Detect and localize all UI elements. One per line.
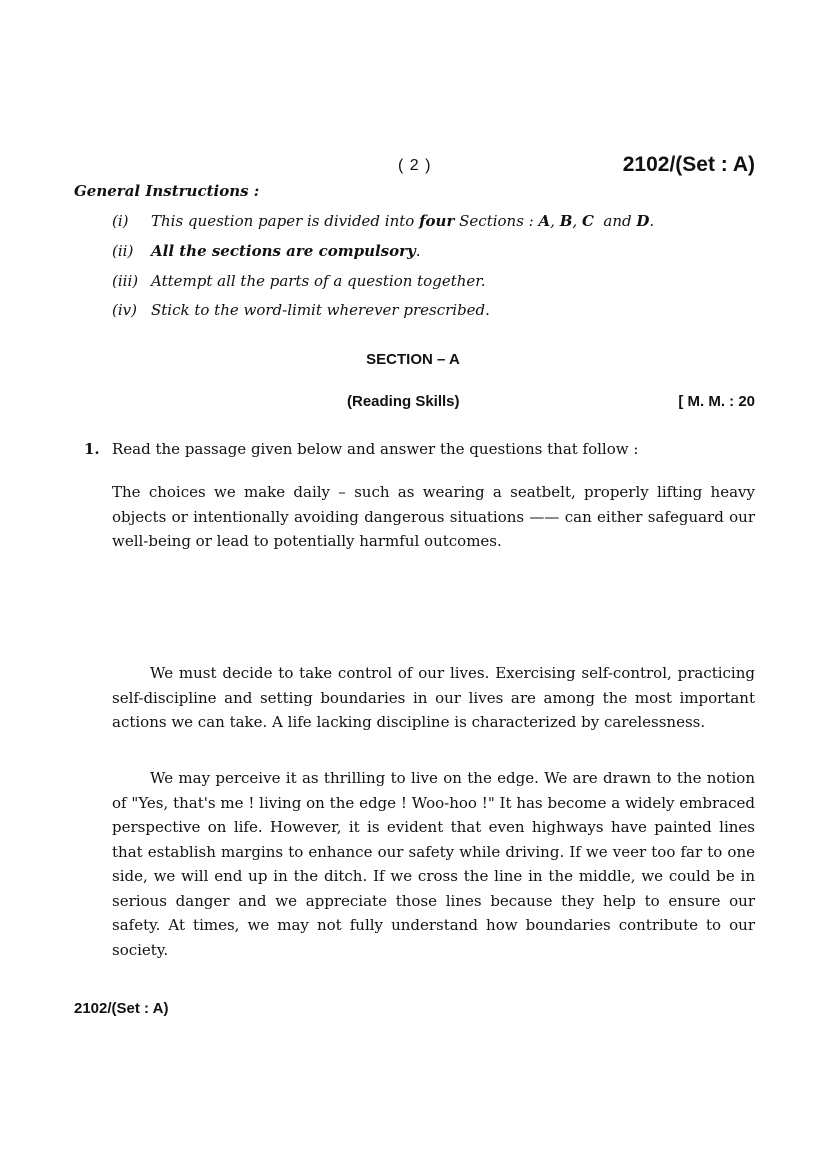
instruction-text: Stick to the word-limit wherever prescribed.	[151, 301, 490, 319]
instruction-bold: A	[538, 212, 551, 230]
instruction-text: Attempt all the parts of a question together.	[151, 272, 486, 290]
instruction-text: and	[593, 212, 637, 230]
instruction-bold: C	[581, 212, 594, 230]
question-number: 1.	[84, 440, 100, 458]
instruction-bold: B	[559, 212, 573, 230]
instruction-bold: All the sections are compulsory	[151, 242, 416, 260]
instruction-number: (iii)	[112, 272, 139, 290]
instruction-number: (i)	[112, 212, 129, 230]
instruction-text: Sections :	[454, 212, 539, 230]
instruction-text: .	[415, 242, 421, 260]
instruction-number: (iv)	[112, 301, 137, 319]
instruction-bold: D	[636, 212, 650, 230]
passage-paragraph: We may perceive it as thrilling to live on the edge. We are drawn to the notion of "Yes, that's me ! living on the edge ! Woo-hoo !" It has become a widely embraced perspective on life. However, it is evident that even highways have painted lines that establish margins to enhance our safety while driving. If we veer too far to one side, we will end up in the ditch. If we cross the line in the middle, we could be in serious danger and we appreciate those lines because they help to ensure our safety. At times, we may not fully understand how boundaries contribute to our society.	[112, 769, 755, 959]
instruction-text: This question paper is divided into	[151, 212, 420, 230]
instruction-bold: four	[419, 212, 455, 230]
instruction-text: ,	[572, 212, 582, 230]
passage-paragraph: The choices we make daily – such as wearing a seatbelt, properly lifting heavy objects or intentionally avoiding dangerous situations —— can either safeguard our well-being or lead to potentially harmful outcomes.	[112, 483, 755, 550]
page-number: ( 2 )	[398, 157, 432, 174]
passage-paragraph: We must decide to take control of our lives. Exercising self-control, practicing self-discipline and setting boundaries in our lives are among the most important actions we can take. A life lacking discipline is characterized by carelessness.	[112, 664, 755, 731]
instruction-text: .	[649, 212, 655, 230]
instruction-item	[112, 301, 490, 319]
instruction-item	[112, 212, 654, 230]
instruction-item	[112, 242, 421, 260]
paper-code-footer: 2102/(Set : A)	[74, 1000, 169, 1017]
question-prompt: Read the passage given below and answer the questions that follow :	[112, 440, 639, 458]
section-subtitle: (Reading Skills)	[347, 393, 460, 410]
general-instructions-title: General Instructions :	[74, 182, 260, 200]
instruction-text: ,	[550, 212, 560, 230]
max-marks: [ M. M. : 20	[678, 393, 755, 410]
instruction-number: (ii)	[112, 242, 134, 260]
paper-code-header: 2102/(Set : A)	[622, 153, 755, 176]
instruction-item	[112, 272, 486, 290]
section-title: SECTION – A	[366, 351, 460, 368]
